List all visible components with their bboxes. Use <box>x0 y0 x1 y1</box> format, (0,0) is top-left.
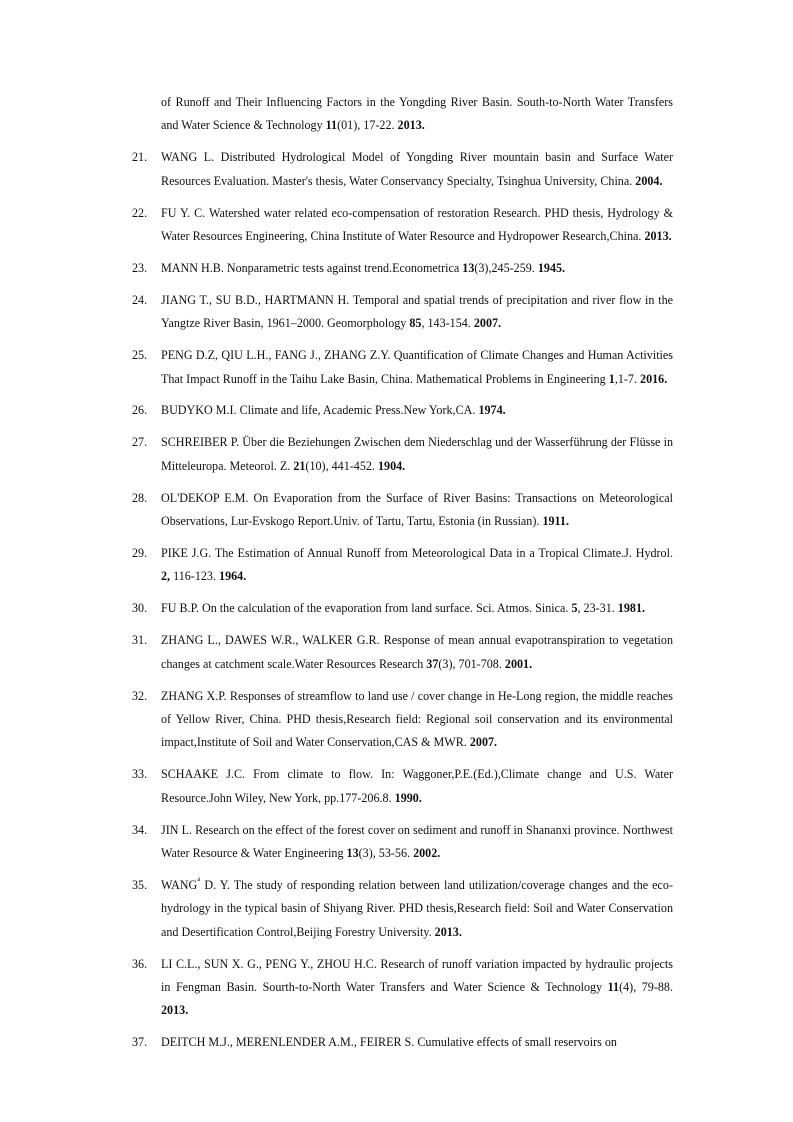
reference-number: 21. <box>132 150 148 165</box>
reference-emphasis: 37 <box>426 656 439 671</box>
reference-text: ,1-7. <box>614 371 641 386</box>
reference-text: JIN L. Research on the effect of the forest cover on sediment and runoff in Shananxi province. Northwest Water Resource & Water Engineering <box>161 822 673 860</box>
reference-emphasis: 2013. <box>397 118 425 133</box>
reference-item <box>132 399 673 422</box>
reference-emphasis: 85 <box>409 316 422 331</box>
reference-number: 30. <box>132 601 148 616</box>
reference-item <box>132 344 673 391</box>
reference-text: WANG L. Distributed Hydrological Model of Yongding River mountain basin and Surface Water Resources Evaluation. Master's thesis, Water Conservancy Specialty, Tsinghua University, China. <box>161 150 673 188</box>
reference-text: BUDYKO M.I. Climate and life, Academic Press.New York,CA. <box>161 403 479 418</box>
reference-item <box>132 289 673 336</box>
reference-emphasis: 13 <box>462 260 475 275</box>
reference-text: PENG D.Z, QIU L.H., FANG J., ZHANG Z.Y. Quantification of Climate Changes and Human Activities That Impact Runoff in the Taihu Lake Basin, China. Mathematical Problems in Engineering <box>161 348 673 386</box>
reference-number: 22. <box>132 205 148 220</box>
reference-number: 25. <box>132 348 148 363</box>
reference-text: JIANG T., SU B.D., HARTMANN H. Temporal and spatial trends of precipitation and river flow in the Yangtze River Basin, 1961–2000. Geomorphology <box>161 292 673 331</box>
reference-item <box>132 685 673 755</box>
reference-number: 35. <box>132 877 148 892</box>
reference-item <box>132 542 673 589</box>
reference-emphasis: 1974. <box>478 403 506 418</box>
reference-emphasis: 2013. <box>434 924 462 939</box>
reference-text: 116-123. <box>170 569 220 584</box>
reference-text: WANG <box>161 877 198 892</box>
reference-text: , 23-31. <box>577 601 618 616</box>
reference-text: PIKE J.G. The Estimation of Annual Runoff from Meteorological Data in a Tropical Climate.J. Hydrol. <box>161 546 673 560</box>
reference-number: 33. <box>132 767 148 782</box>
reference-text: of Runoff and Their Influencing Factors in the Yongding River Basin. South-to-North Water Transfers and Water Science & Technology <box>161 95 673 133</box>
reference-emphasis: 2, <box>161 569 171 584</box>
reference-emphasis: 2002. <box>413 845 441 860</box>
reference-emphasis: 1911. <box>542 514 569 529</box>
reference-text: SCHAAKE J.C. From climate to flow. In: Waggoner,P.E.(Ed.),Climate change and U.S. Water Resource.John Wiley, New York, pp.177-206.8. <box>161 767 673 805</box>
reference-emphasis: 13 <box>346 845 359 860</box>
reference-text: FU B.P. On the calculation of the evaporation from land surface. Sci. Atmos. Sinica. <box>161 601 572 616</box>
reference-item <box>132 487 673 534</box>
reference-text: (3), 701-708. <box>438 656 505 671</box>
reference-item <box>132 597 673 620</box>
reference-emphasis: 21 <box>293 458 306 473</box>
reference-item <box>132 763 673 810</box>
reference-number: 34. <box>132 822 148 837</box>
reference-emphasis: 1990. <box>394 790 422 805</box>
reference-item <box>132 629 673 676</box>
reference-emphasis: 2013. <box>644 229 672 244</box>
reference-text: , 143-154. <box>421 316 474 331</box>
reference-text: (01), 17-22. <box>337 118 398 133</box>
reference-emphasis: 1964. <box>219 569 247 584</box>
reference-number: 26. <box>132 403 148 418</box>
reference-text: MANN H.B. Nonparametric tests against trend.Econometrica <box>161 260 463 275</box>
reference-item <box>132 257 673 280</box>
reference-number: 28. <box>132 490 148 505</box>
reference-emphasis: 2007. <box>469 735 498 750</box>
reference-text: FU Y. C. Watershed water related eco-compensation of restoration Research. PHD thesis, Hydrology & Water Resources Engineering, China Institute of Water Resource and Hydropower Research,China. <box>161 205 673 244</box>
reference-number: 24. <box>132 292 148 307</box>
reference-text: ZHANG L., DAWES W.R., WALKER G.R. Response of mean annual evapotranspiration to vegetation changes at catchment scale.Water Resources Research <box>161 633 673 671</box>
reference-item <box>132 146 673 193</box>
reference-item <box>132 874 673 944</box>
reference-emphasis: 2016. <box>640 371 668 386</box>
reference-number: 23. <box>132 260 148 275</box>
reference-text: SCHREIBER P. Über die Beziehungen Zwischen dem Niederschlag und der Wasserführung der Flüsse in Mitteleuropa. Meteorol. Z. <box>161 435 673 473</box>
reference-list <box>132 91 673 1063</box>
reference-emphasis: 2004. <box>635 173 663 188</box>
reference-emphasis: 2007. <box>473 316 502 331</box>
reference-text: (10), 441-452. <box>305 458 378 473</box>
reference-superscript: a <box>197 874 201 883</box>
reference-emphasis: 11 <box>607 980 620 994</box>
reference-number: 29. <box>132 546 148 560</box>
reference-text: ZHANG X.P. Responses of streamflow to land use / cover change in He-Long region, the middle reaches of Yellow River, China. PHD thesis,Research field: Regional soil conservation and its environmental impact,Institute of Soil and Water Conservation,CAS & MWR. <box>161 688 673 750</box>
reference-text: LI C.L., SUN X. G., PENG Y., ZHOU H.C. Research of runoff variation impacted by hydraulic projects in Fengman Basin. Sourth-to-North Water Transfers and Water Science & Technology <box>161 956 673 994</box>
reference-item <box>132 953 673 1023</box>
reference-emphasis: 1945. <box>537 260 566 275</box>
reference-number: 32. <box>132 688 148 703</box>
reference-emphasis: 1904. <box>377 458 406 473</box>
reference-number: 27. <box>132 435 148 450</box>
reference-number: 31. <box>132 633 148 648</box>
reference-item <box>132 202 673 249</box>
reference-item <box>132 431 673 478</box>
reference-emphasis: 11 <box>325 118 338 133</box>
reference-emphasis: 1 <box>608 371 615 386</box>
reference-item <box>132 819 673 866</box>
reference-text: (4), 79-88. <box>619 980 673 994</box>
reference-text: (3), 53-56. <box>358 845 414 860</box>
reference-text: (3),245-259. <box>474 260 538 275</box>
reference-text: OL'DEKOP E.M. On Evaporation from the Surface of River Basins: Transactions on Meteorological Observations, Lur-Evskogo Report.Univ. of Tartu, Tartu, Estonia (in Russian). <box>161 490 673 529</box>
reference-emphasis: 1981. <box>617 601 646 616</box>
reference-item <box>132 1031 673 1054</box>
reference-text: DEITCH M.J., MERENLENDER A.M., FEIRER S. Cumulative effects of small reservoirs on <box>161 1035 617 1050</box>
reference-emphasis: 2013. <box>161 1003 189 1018</box>
reference-text: D. Y. The study of responding relation between land utilization/coverage changes and the eco-hydrology in the typical basin of Shiyang River. PHD thesis,Research field: Soil and Water Conservation and Desertification Control,Beijing Forestry University. <box>161 877 673 939</box>
reference-emphasis: 2001. <box>504 656 533 671</box>
reference-item <box>132 91 673 138</box>
reference-number: 37. <box>132 1035 148 1050</box>
reference-number: 36. <box>132 956 148 971</box>
reference-emphasis: 5 <box>571 601 578 616</box>
